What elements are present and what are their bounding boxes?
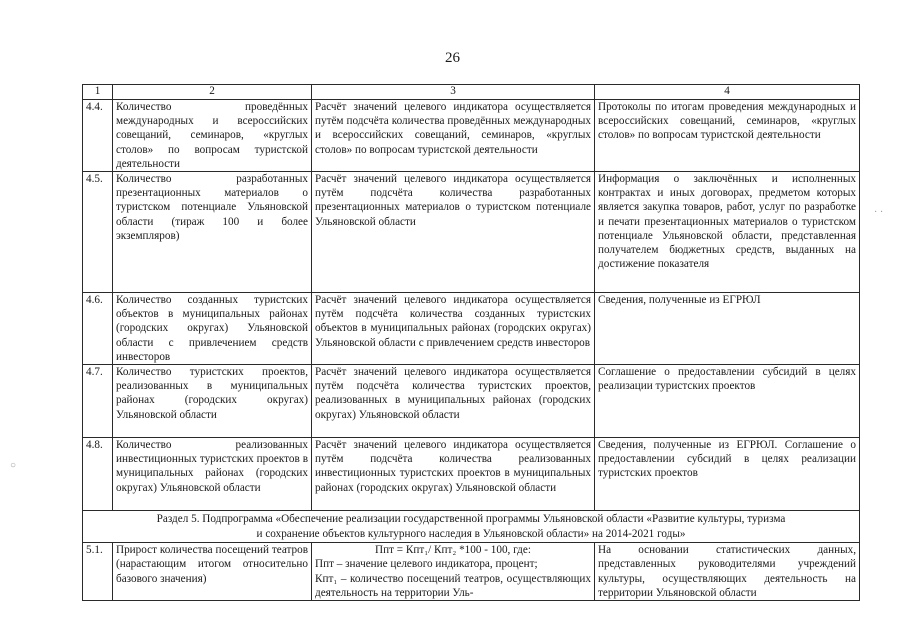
header-cell: 4	[595, 85, 860, 100]
calculation-method: Расчёт значений целевого индикатора осуществляется путём подсчёта количества реализованных инвестиционных туристских проектов в муниципальных районах (городских округах) Ульяновской области	[312, 438, 595, 511]
indicator-name: Прирост количества посещений театров (нарастающим итогом относительно базового значения)	[113, 543, 312, 601]
data-source: Сведения, полученные из ЕГРЮЛ	[595, 293, 860, 365]
formula-explanation: Кпт₁ – количество посещений театров, осуществляющих деятельность на территории Уль-	[315, 572, 591, 599]
table-row	[83, 172, 860, 293]
margin-mark: ○	[10, 460, 17, 471]
calculation-method: Расчёт значений целевого индикатора осуществляется путём подсчёта количества туристских проектов, реализованных в муниципальных районах (городских округах) Ульяновской области	[312, 365, 595, 438]
table-row	[83, 293, 860, 365]
section-heading-line: Раздел 5. Подпрограмма «Обеспечение реализации государственной программы Ульяновской области «Развитие культуры, туризма	[156, 513, 786, 526]
indicator-name: Количество разработанных презентационных материалов о туристском потенциале Ульяновской области (тираж 100 и более экземпляров)	[113, 172, 312, 293]
header-cell: 3	[312, 85, 595, 100]
row-number: 4.8.	[83, 438, 113, 511]
table-header-row	[83, 85, 860, 100]
calculation-method	[312, 543, 595, 601]
table-row	[83, 543, 860, 601]
calculation-method: Расчёт значений целевого индикатора осуществляется путём подсчёта количества разработанных презентационных материалов о туристском потенциале Ульяновской области	[312, 172, 595, 293]
indicators-table	[82, 84, 860, 601]
indicator-name: Количество реализованных инвестиционных туристских проектов в муниципальных районах (городских округах) Ульяновской области	[113, 438, 312, 511]
formula: Ппт = Кпт₁/ Кпт₂ *100 - 100, где:	[375, 544, 531, 557]
margin-mark: · ·	[874, 207, 884, 218]
row-number: 4.4.	[83, 100, 113, 172]
data-source: Информация о заключённых и исполненных контрактах и иных договорах, предметом которых является закупка товаров, работ, услуг по разработке и печати презентационных материалов о туристском потенциале Ульяновской области, представленная получателем бюджетных средств, выданных на достижение показателя	[595, 172, 860, 293]
row-number: 4.6.	[83, 293, 113, 365]
table-row	[83, 365, 860, 438]
section-heading	[83, 511, 860, 543]
data-source: Соглашение о предоставлении субсидий в целях реализации туристских проектов	[595, 365, 860, 438]
table-row	[83, 438, 860, 511]
row-number: 4.7.	[83, 365, 113, 438]
calculation-method: Расчёт значений целевого индикатора осуществляется путём подсчёта количества созданных туристских объектов в муниципальных районах (городских округах) Ульяновской области с привлечением средств инвесторов	[312, 293, 595, 365]
header-cell: 1	[83, 85, 113, 100]
row-number: 5.1.	[83, 543, 113, 601]
indicator-name: Количество туристских проектов, реализованных в муниципальных районах (городских округах) Ульяновской области	[113, 365, 312, 438]
data-source: Протоколы по итогам проведения международных и всероссийских совещаний, семинаров, «круглых столов» по вопросам туристской деятельности	[595, 100, 860, 172]
indicator-name: Количество созданных туристских объектов в муниципальных районах (городских округах) Ульяновской области с привлечением средств инвесторов	[113, 293, 312, 365]
row-number: 4.5.	[83, 172, 113, 293]
section-heading-line: и сохранение объектов культурного наследия в Ульяновской области» на 2014-2021 годы»	[256, 527, 686, 540]
calculation-method: Расчёт значений целевого индикатора осуществляется путём подсчёта количества проведённых международных и всероссийских совещаний, семинаров, «круглых столов» по вопросам туристской деятельности	[312, 100, 595, 172]
section-heading-row	[83, 511, 860, 543]
header-cell: 2	[113, 85, 312, 100]
table-row	[83, 100, 860, 172]
indicator-name: Количество проведённых международных и всероссийских совещаний, семинаров, «круглых столов» по вопросам туристской деятельности	[113, 100, 312, 172]
data-source: На основании статистических данных, представленных руководителями учреждений культуры, осуществляющих деятельность на территории Ульяновской области	[595, 543, 860, 601]
data-source: Сведения, полученные из ЕГРЮЛ. Соглашение о предоставлении субсидий в целях реализации туристских проектов	[595, 438, 860, 511]
formula-explanation: Ппт – значение целевого индикатора, процент;	[315, 558, 538, 571]
page-number: 26	[445, 50, 460, 66]
